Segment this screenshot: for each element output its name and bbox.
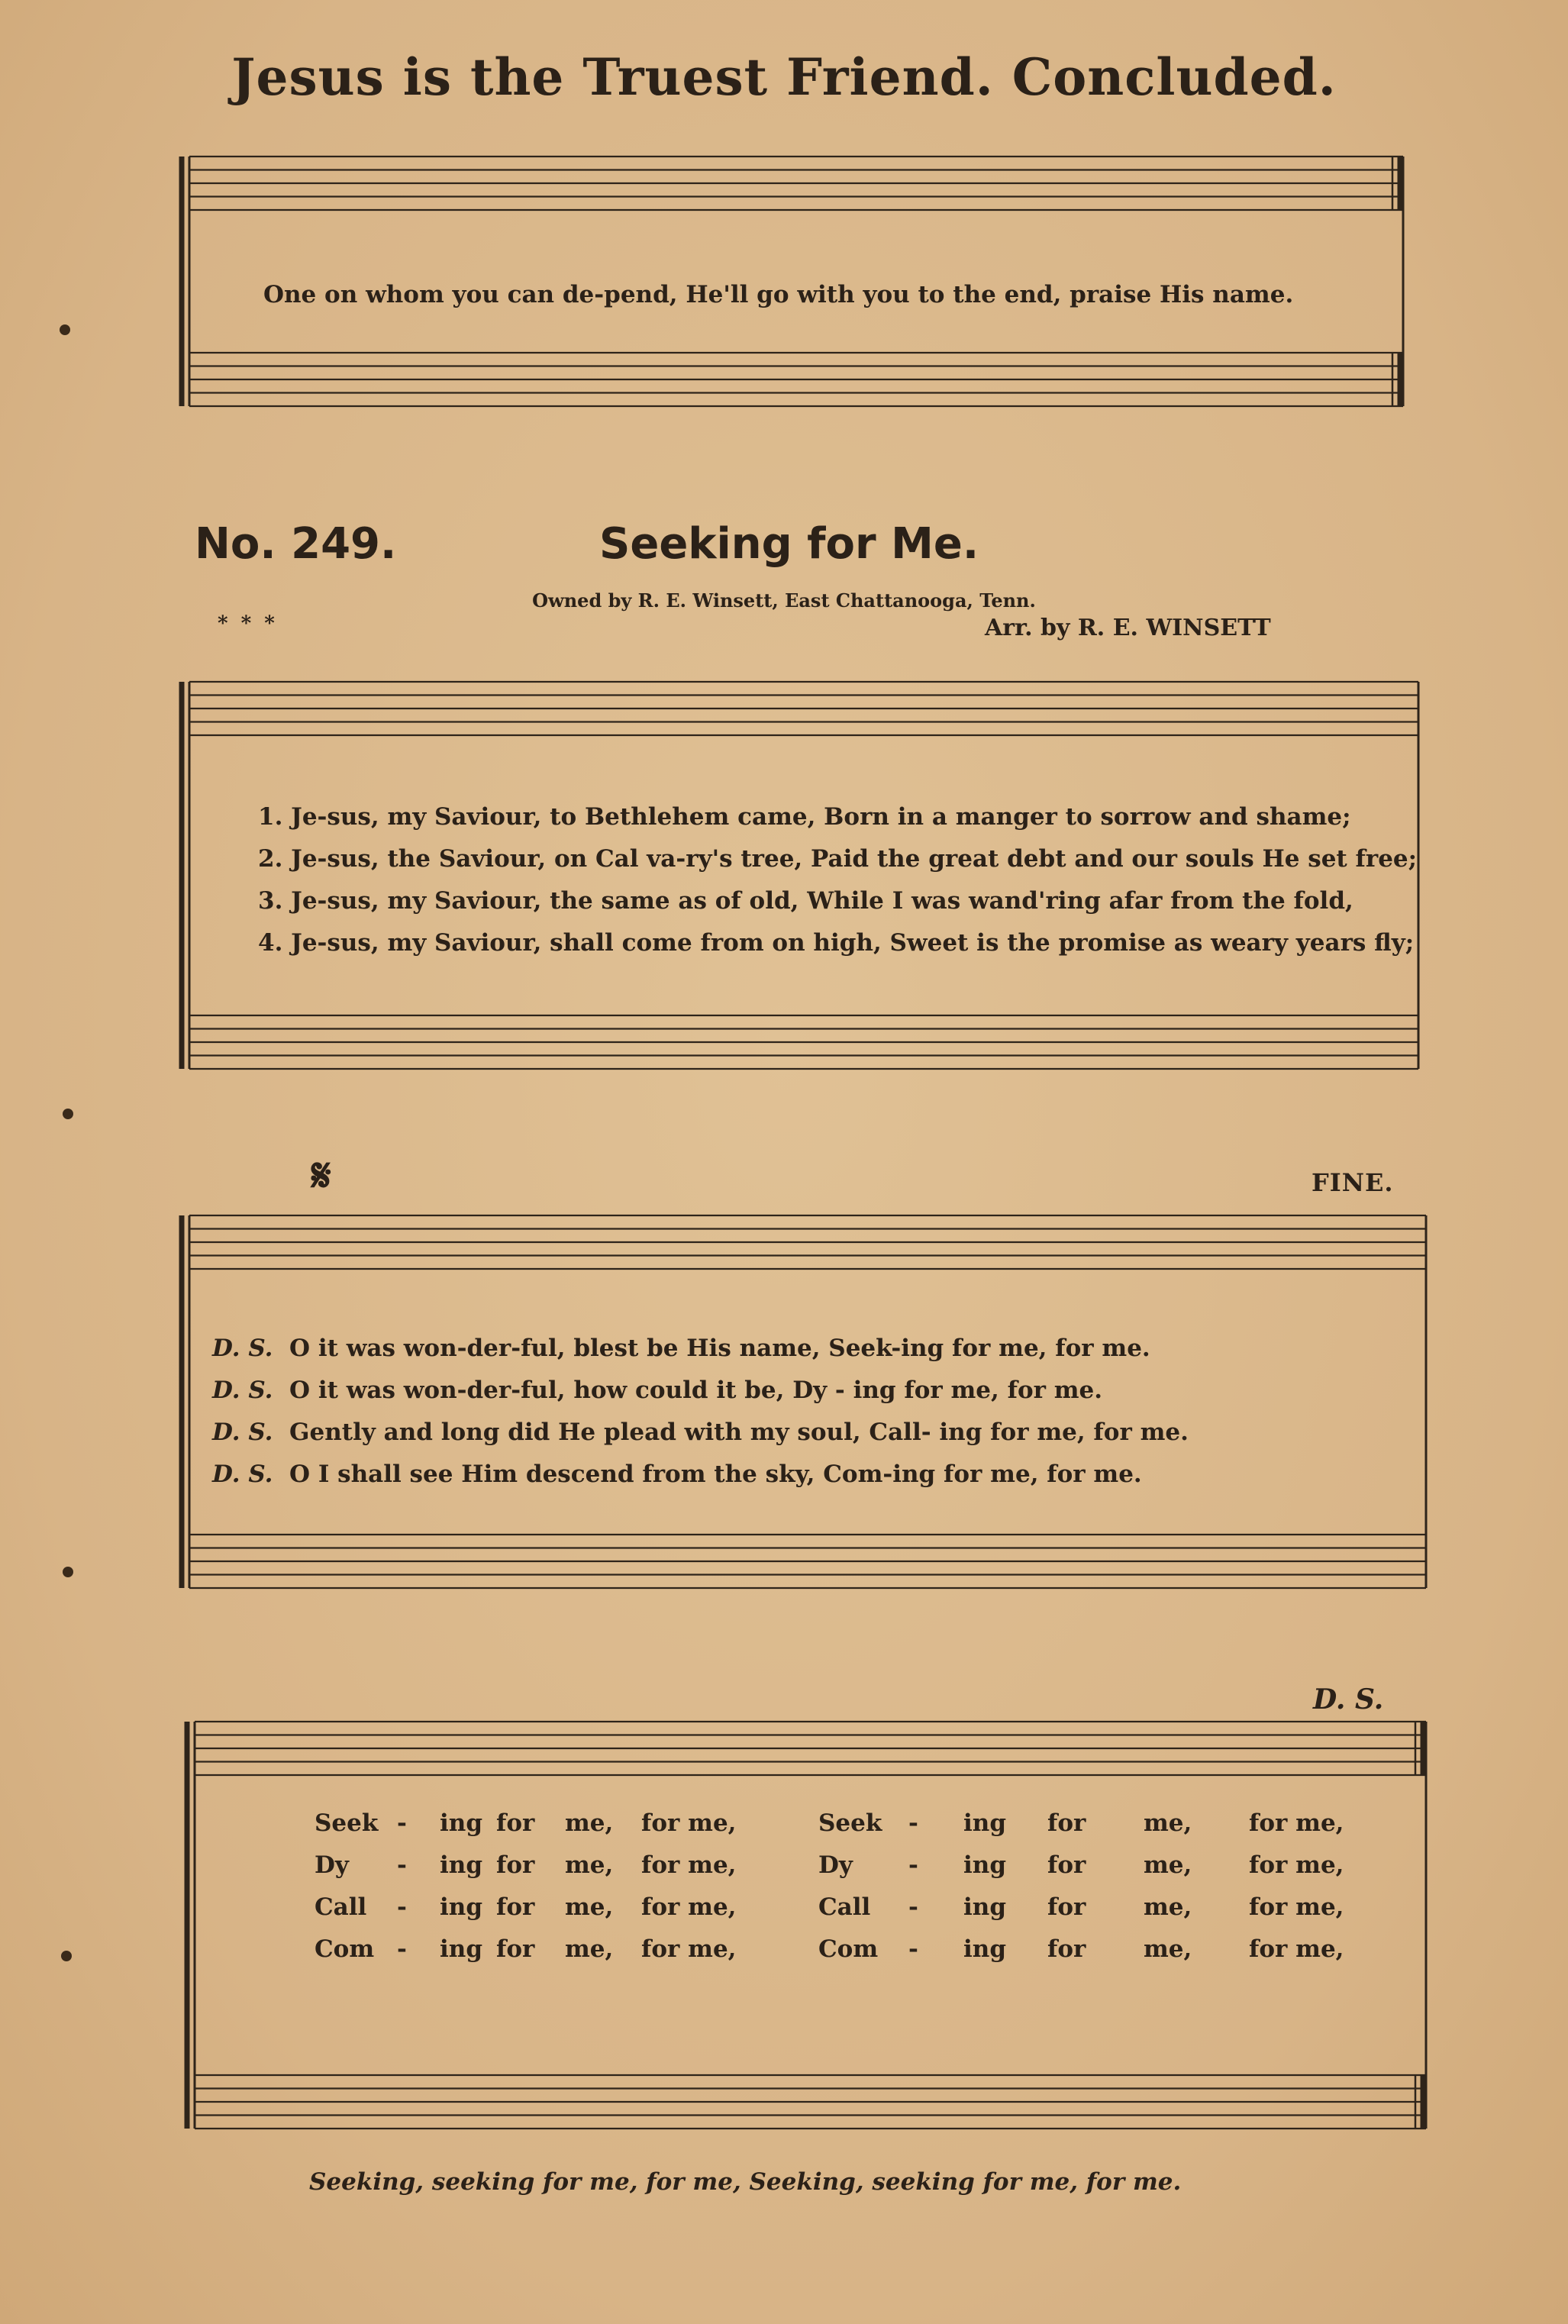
ds-text: O it was won-der-ful, blest be His name, Seek-ing for me, for me.	[289, 1335, 1150, 1362]
ds-prefix: D. S.	[212, 1335, 273, 1362]
chorus-word: for	[496, 1935, 535, 1963]
ds-prefix: D. S.	[212, 1419, 273, 1446]
ds-line-1	[212, 1335, 1150, 1362]
chorus-word: -	[908, 1893, 918, 1921]
ds-line-2	[212, 1377, 1102, 1404]
hymn-number: No. 249.	[195, 519, 397, 569]
ds-line-4	[212, 1461, 1142, 1488]
chorus-word: me,	[1144, 1809, 1192, 1837]
chorus-word: Call	[315, 1893, 367, 1921]
chorus-word: for	[1047, 1851, 1086, 1879]
previous-hymn-title: Jesus is the Truest Friend. Concluded.	[231, 47, 1337, 107]
verse-1: 1. Je-sus, my Saviour, to Bethlehem came, Born in a manger to sorrow and shame;	[258, 803, 1351, 831]
chorus-word: me,	[1144, 1935, 1192, 1963]
chorus-word: for	[1047, 1893, 1086, 1921]
page-hole	[63, 1567, 73, 1577]
ds-line-3	[212, 1419, 1189, 1446]
copyright-owner: Owned by R. E. Winsett, East Chattanooga, Tenn.	[532, 589, 1036, 612]
chorus-word: me,	[1144, 1893, 1192, 1921]
chorus-word: for	[1047, 1935, 1086, 1963]
ds-prefix: D. S.	[212, 1461, 273, 1488]
chorus-word: -	[397, 1809, 407, 1837]
ds-marking: D. S.	[1313, 1683, 1384, 1716]
fine-marking: FINE.	[1312, 1168, 1394, 1197]
page-hole	[63, 1109, 73, 1119]
chorus-word: for	[496, 1809, 535, 1837]
chorus-word: -	[397, 1935, 407, 1963]
chorus-word: ing	[440, 1851, 482, 1879]
chorus-word: Com	[315, 1935, 375, 1963]
ds-text: Gently and long did He plead with my soul, Call- ing for me, for me.	[289, 1419, 1189, 1446]
chorus-word: for me,	[1249, 1809, 1344, 1837]
chorus-word: Call	[818, 1893, 871, 1921]
chorus-word: for	[496, 1851, 535, 1879]
chorus-word: for me,	[641, 1809, 737, 1837]
chorus-word: me,	[565, 1893, 614, 1921]
arranger: Arr. by R. E. WINSETT	[985, 615, 1271, 641]
chorus-word: ing	[963, 1809, 1006, 1837]
chorus-word: for	[496, 1893, 535, 1921]
chorus-word: Dy	[315, 1851, 349, 1879]
ds-text: O it was won-der-ful, how could it be, Dy - ing for me, for me.	[289, 1377, 1103, 1404]
chorus-word: for me,	[641, 1851, 737, 1879]
chorus-word: me,	[565, 1809, 614, 1837]
chorus-word: ing	[963, 1893, 1006, 1921]
page-hole	[61, 1951, 72, 1961]
verse-2: 2. Je-sus, the Saviour, on Cal va-ry's tree, Paid the great debt and our souls He set free;	[258, 845, 1418, 873]
chorus-word: Dy	[818, 1851, 853, 1879]
chorus-word: -	[908, 1851, 918, 1879]
chorus-word: Seek	[818, 1809, 882, 1837]
chorus-word: for me,	[641, 1893, 737, 1921]
chorus-word: ing	[963, 1935, 1006, 1963]
chorus-word: -	[397, 1851, 407, 1879]
chorus-word: me,	[565, 1935, 614, 1963]
chorus-word: for me,	[1249, 1893, 1344, 1921]
chorus-word: Seek	[315, 1809, 379, 1837]
hymn-title: Seeking for Me.	[599, 519, 979, 569]
chorus-word: Com	[818, 1935, 879, 1963]
chorus-word: for me,	[1249, 1935, 1344, 1963]
chorus-word: -	[908, 1809, 918, 1837]
chorus-word: me,	[565, 1851, 614, 1879]
chorus-word: ing	[440, 1935, 482, 1963]
meter-stars: * * *	[218, 612, 278, 635]
chorus-word: for me,	[641, 1935, 737, 1963]
verse-4: 4. Je-sus, my Saviour, shall come from on high, Sweet is the promise as weary years fly;	[258, 929, 1415, 957]
bass-echo-lyric: Seeking, seeking for me, for me, Seeking, seeking for me, for me.	[309, 2168, 1182, 2196]
page-hole	[60, 324, 70, 335]
chorus-word: for me,	[1249, 1851, 1344, 1879]
chorus-word: -	[908, 1935, 918, 1963]
chorus-word: ing	[440, 1809, 482, 1837]
chorus-word: for	[1047, 1809, 1086, 1837]
previous-hymn-lyric: One on whom you can de-pend, He'll go with you to the end, praise His name.	[263, 281, 1294, 308]
ds-text: O I shall see Him descend from the sky, Com-ing for me, for me.	[289, 1461, 1142, 1488]
ds-prefix: D. S.	[212, 1377, 273, 1404]
verse-3: 3. Je-sus, my Saviour, the same as of old, While I was wand'ring afar from the fold,	[258, 887, 1353, 915]
chorus-word: me,	[1144, 1851, 1192, 1879]
segno-sign: 𝄋	[311, 1149, 331, 1202]
chorus-word: ing	[440, 1893, 482, 1921]
chorus-word: ing	[963, 1851, 1006, 1879]
chorus-word: -	[397, 1893, 407, 1921]
